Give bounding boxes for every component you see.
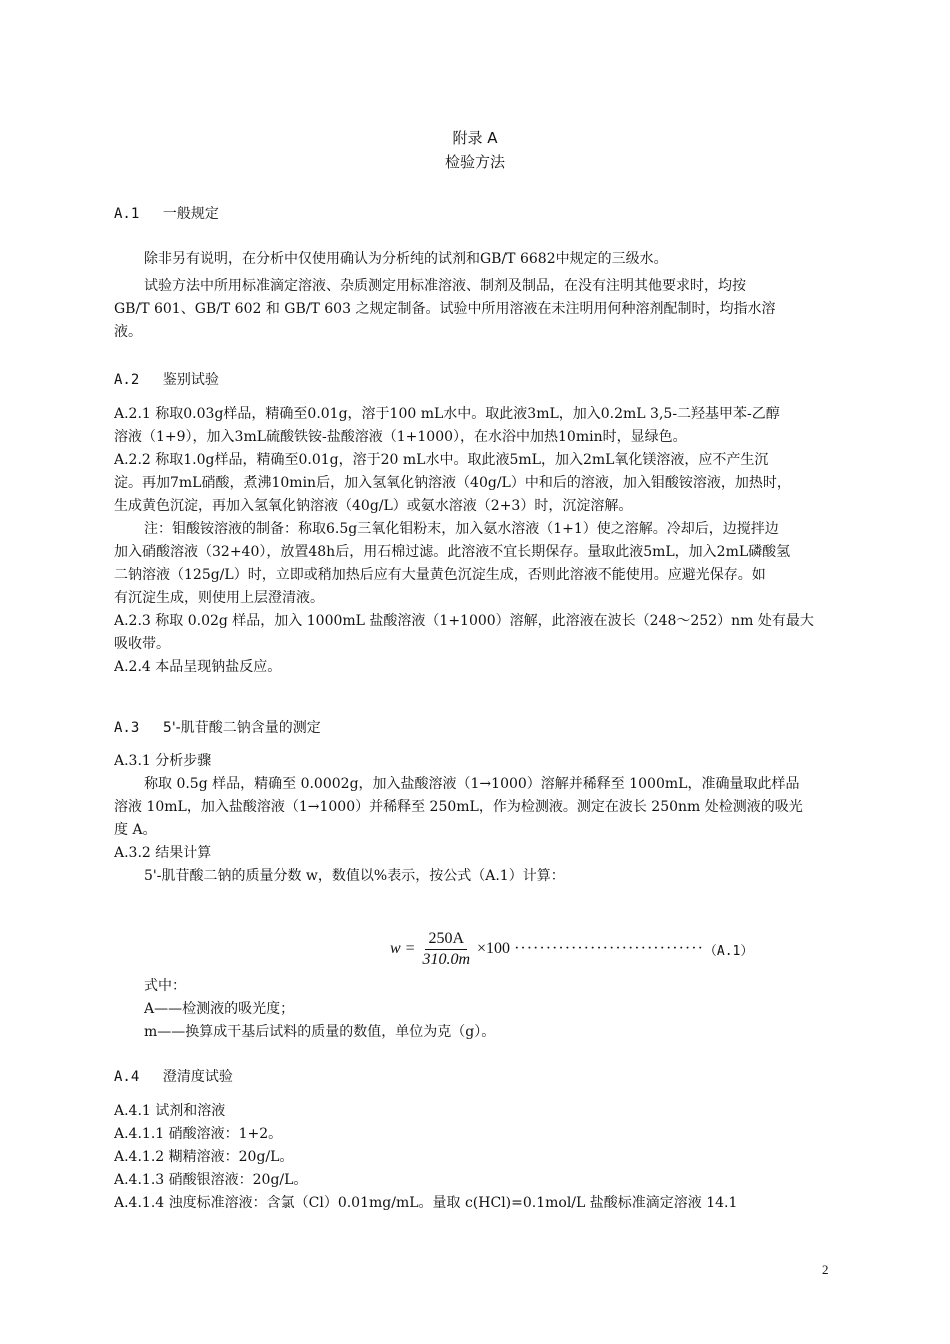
legend-var-m: m——换算成干基后试料的质量的数值，单位为克（g）。 [144,1024,496,1040]
formula-a1 [390,925,753,973]
section-a3-heading [114,717,321,737]
list-item: A.4.1.4 浊度标准溶液：含氯（Cl）0.01mg/mL。量取 c(HCl)=0.1mol/L 盐酸标准滴定溶液 14.1 [114,1195,738,1211]
section-title: 澄清度试验 [162,1069,233,1085]
subsection-heading: A.4.1 试剂和溶液 [114,1103,226,1119]
section-number: A.3 [114,720,140,736]
list-item: A.4.1.2 糊精溶液：20g/L。 [114,1149,294,1165]
section-a1-heading [114,203,219,223]
paragraph-line: 淀。再加7mL硝酸，煮沸10min后，加入氢氧化钠溶液（40g/L）中和后的溶液，加入钼酸铵溶液，加热时， [114,475,791,491]
legend-var-a: A——检测液的吸光度； [144,1001,295,1017]
paragraph-line: 5'-肌苷酸二钠的质量分数 w，数值以%表示，按公式（A.1）计算： [144,868,565,884]
section-a3-body [114,750,848,888]
section-number: A.4 [114,1069,140,1085]
paragraph-line: A.2.2 称取1.0g样品，精确至0.01g，溶于20 mL水中。取此液5mL，加入2mL氧化镁溶液，应不产生沉 [114,452,769,468]
list-item: A.4.1.1 硝酸溶液：1+2。 [114,1126,283,1142]
note-line: 注：钼酸铵溶液的制备：称取6.5g三氧化钼粉末，加入氨水溶液（1+1）使之溶解。冷却后，边搅拌边 [144,521,779,537]
note-line: 有沉淀生成，则使用上层澄清液。 [114,590,324,606]
paragraph-line: 试验方法中所用标准滴定溶液、杂质测定用标准溶液、制剂及制品，在没有注明其他要求时，均按 [144,278,746,294]
list-item: A.4.1.3 硝酸银溶液：20g/L。 [114,1172,308,1188]
subsection-heading: A.3.2 结果计算 [114,845,212,861]
paragraph-line: 生成黄色沉淀，再加入氢氧化钠溶液（40g/L）或氨水溶液（2+3）时，沉淀溶解。 [114,498,633,514]
note-line: 加入硝酸溶液（32+40），放置48h后，用石棉过滤。此溶液不宜长期保存。量取此液5mL，加入2mL磷酸氢 [114,544,791,560]
appendix-label: 附录 A [452,129,498,147]
formula-numerator: 250A [425,930,467,950]
paragraph-line: 除非另有说明，在分析中仅使用确认为分析纯的试剂和GB/T 6682中规定的三级水。 [144,251,668,267]
appendix-title: 检验方法 [444,153,505,171]
paragraph-line: 吸收带。 [114,636,170,652]
subsection-heading: A.3.1 分析步骤 [114,753,212,769]
paragraph-line: A.2.4 本品呈现钠盐反应。 [114,659,282,675]
section-a2-heading [114,369,219,389]
section-a4-body [114,1100,848,1215]
section-number: A.1 [114,206,140,222]
formula-number: （A.1） [703,943,754,959]
formula-lhs: w = [390,940,416,957]
formula-legend [114,975,848,1044]
note-line: 二钠溶液（125g/L）时，立即或稍加热后应有大量黄色沉淀生成，否则此溶液不能使用。应避光保存。如 [114,567,766,583]
page-number: 2 [822,1262,829,1277]
paragraph-line: 液。 [114,324,142,340]
section-a2-body [114,403,848,679]
section-a4-heading [114,1066,233,1086]
section-title: 鉴别试验 [162,372,219,388]
formula-denominator: 310.0m [422,950,471,968]
section-title: 一般规定 [162,206,219,222]
legend-where: 式中： [144,978,186,994]
paragraph-line: 度 A。 [114,822,157,838]
paragraph-line: 称取 0.5g 样品，精确至 0.0002g，加入盐酸溶液（1→1000）溶解并稀释至 1000mL，准确量取此样品 [144,776,800,792]
section-number: A.2 [114,372,140,388]
formula-leader-dots: ······························ [514,940,704,957]
section-a1-body [114,248,848,344]
paragraph-line: 溶液（1+9），加入3mL硫酸铁铵-盐酸溶液（1+1000），在水浴中加热10min时，显绿色。 [114,429,687,445]
formula-multiplier: ×100 [477,940,511,957]
paragraph-line: 溶液 10mL，加入盐酸溶液（1→1000）并稀释至 250mL，作为检测液。测定在波长 250nm 处检测液的吸光 [114,799,803,815]
paragraph-line: A.2.1 称取0.03g样品，精确至0.01g，溶于100 mL水中。取此液3mL，加入0.2mL 3,5-二羟基甲苯-乙醇 [114,406,780,422]
paragraph-line: GB/T 601、GB/T 602 和 GB/T 603 之规定制备。试验中所用溶液在未注明用何种溶剂配制时，均指水溶 [114,301,776,317]
section-title: 5'-肌苷酸二钠含量的测定 [162,720,321,736]
formula-fraction [419,930,473,969]
paragraph-line: A.2.3 称取 0.02g 样品，加入 1000mL 盐酸溶液（1+1000）溶解，此溶液在波长（248～252）nm 处有最大 [114,613,814,629]
